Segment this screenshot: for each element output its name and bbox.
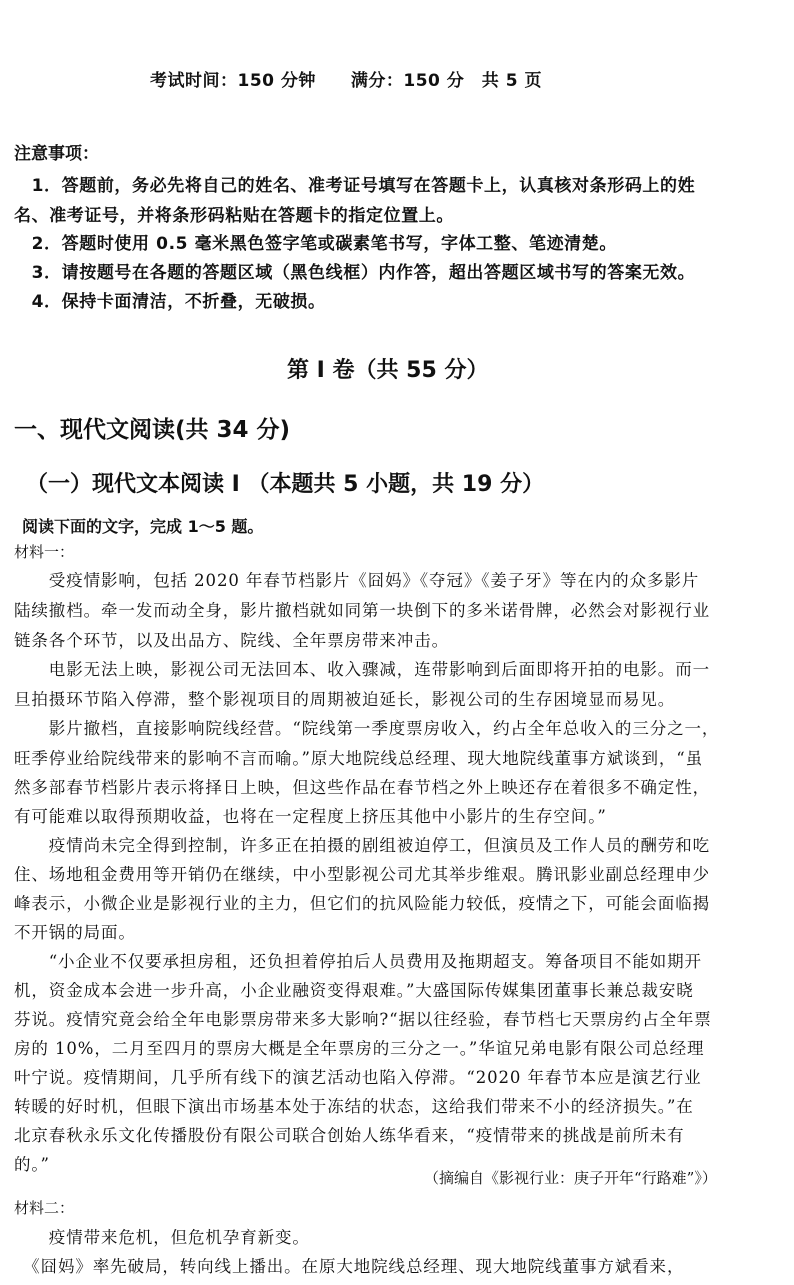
material-one-line: 北京春秋永乐文化传播股份有限公司联合创始人练华看来，“疫情带来的挑战是前所未有 bbox=[14, 1126, 685, 1145]
material-one-line: 峰表示，小微企业是影视行业的主力，但它们的抗风险能力较低，疫情之下，可能会面临揭 bbox=[14, 894, 710, 913]
material-one-label: 材料一： bbox=[14, 543, 75, 561]
section-title: 一、现代文阅读(共 34 分) bbox=[14, 417, 291, 443]
material-one-line: 住、场地租金费用等开销仍在继续，中小型影视公司尤其举步维艰。腾讯影业副总经理申少 bbox=[14, 865, 710, 884]
material-one-line: 转暖的好时机，但眼下演出市场基本处于冻结的状态，这给我们带来不小的经济损失。”在 bbox=[14, 1097, 694, 1116]
material-one-line: 旦拍摄环节陷入停滞，整个影视项目的周期被迫延长，影视公司的生存困境显而易见。 bbox=[14, 690, 676, 709]
material-two-label: 材料二： bbox=[14, 1199, 75, 1217]
material-one-line: 的。” bbox=[14, 1155, 50, 1174]
notice-line: 1．答题前，务必先将自己的姓名、准考证号填写在答题卡上，认真核对条形码上的姓 bbox=[14, 176, 696, 196]
material-one-line: 陆续撤档。牵一发而动全身，影片撤档就如同第一块倒下的多米诺骨牌，必然会对影视行业 bbox=[14, 601, 710, 620]
material-one-line: 链条各个环节，以及出品方、院线、全年票房带来冲击。 bbox=[14, 631, 449, 650]
notice-line: 名、准考证号，并将条形码粘贴在答题卡的指定位置上。 bbox=[14, 206, 454, 226]
material-one-line: 机，资金成本会进一步升高，小企业融资变得艰难。”大盛国际传媒集团董事长兼总裁安晓 bbox=[14, 981, 694, 1000]
material-one-line: 芬说。疫情究竟会给全年电影票房带来多大影响?“据以往经验，春节档七天票房约占全年票 bbox=[14, 1010, 712, 1029]
exam-info: 考试时间：150 分钟 满分：150 分 共 5 页 bbox=[150, 71, 542, 91]
notice-line: 2．答题时使用 0.5 毫米黑色签字笔或碳素笔书写，字体工整、笔迹清楚。 bbox=[14, 234, 617, 254]
notice-line: 4．保持卡面清洁，不折叠，无破损。 bbox=[14, 292, 326, 312]
source-citation: （摘编自《影视行业：庚子开年“行路难”》） bbox=[424, 1169, 717, 1187]
material-one-line: 电影无法上映，影视公司无法回本、收入骤减，连带影响到后面即将开拍的电影。而一 bbox=[14, 660, 710, 679]
subsection-title: （一）现代文本阅读 I （本题共 5 小题，共 19 分） bbox=[26, 472, 545, 497]
material-one-line: 然多部春节档影片表示将择日上映，但这些作品在春节档之外上映还存在着很多不确定性， bbox=[14, 778, 710, 797]
material-one-line: 影片撤档，直接影响院线经营。“院线第一季度票房收入，约占全年总收入的三分之一， bbox=[14, 719, 720, 738]
notice-line: 3．请按题号在各题的答题区域（黑色线框）内作答，超出答题区域书写的答案无效。 bbox=[14, 263, 696, 283]
material-one-line: 疫情尚未完全得到控制，许多正在拍摄的剧组被迫停工，但演员及工作人员的酬劳和吃 bbox=[14, 836, 710, 855]
material-one-line: 受疫情影响，包括 2020 年春节档影片《囧妈》《夺冠》《姜子牙》等在内的众多影片 bbox=[14, 571, 700, 590]
material-two-line: 《囧妈》率先破局，转向线上播出。在原大地院线总经理、现大地院线董事方斌看来， bbox=[14, 1257, 685, 1276]
notice-heading: 注意事项： bbox=[14, 144, 99, 164]
material-one-line: 旺季停业给院线带来的影响不言而喻。”原大地院线总经理、现大地院线董事方斌谈到，“虽 bbox=[14, 749, 704, 768]
material-one-line: 房的 10%，二月至四月的票房大概是全年票房的三分之一。”华谊兄弟电影有限公司总经理 bbox=[14, 1039, 705, 1058]
material-one-line: 有可能难以取得预期收益，也将在一定程度上挤压其他中小影片的生存空间。” bbox=[14, 807, 607, 826]
volume-title: 第 I 卷（共 55 分） bbox=[287, 358, 489, 383]
material-two-line: 疫情带来危机，但危机孕育新变。 bbox=[14, 1228, 310, 1247]
material-one-line: 不开锅的局面。 bbox=[14, 923, 136, 942]
material-one-line: “小企业不仅要承担房租，还负担着停拍后人员费用及拖期超支。筹备项目不能如期开 bbox=[14, 952, 702, 971]
material-one-line: 叶宁说。疫情期间，几乎所有线下的演艺活动也陷入停滞。“2020 年春节本应是演艺行业 bbox=[14, 1068, 702, 1087]
reading-instruction: 阅读下面的文字，完成 1～5 题。 bbox=[22, 517, 264, 536]
